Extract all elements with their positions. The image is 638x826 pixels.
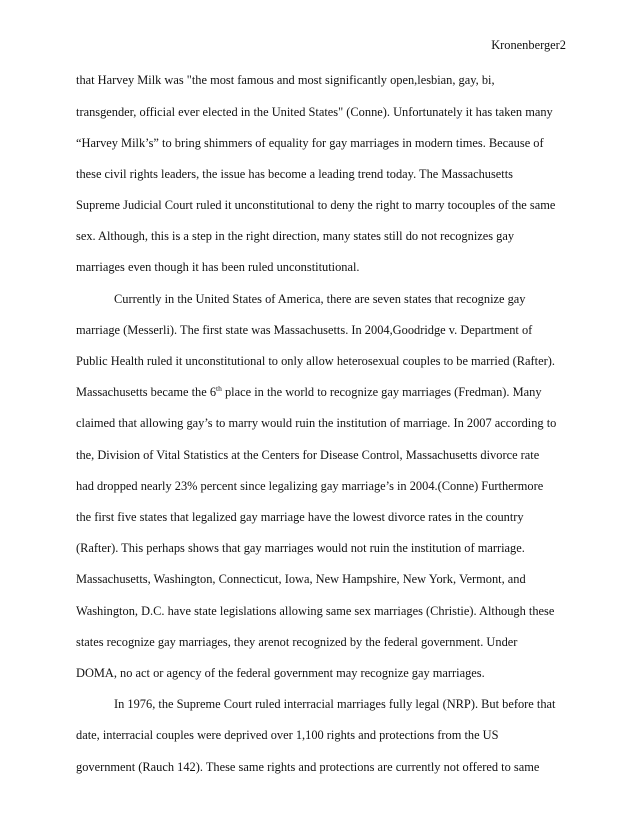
running-head: Kronenberger2 [491,38,566,52]
body-text-fragment: place in the world to recognize gay marriages (Fredman). Many [221,385,542,399]
body-line: DOMA, no act or agency of the federal government may recognize gay marriages. [76,666,485,680]
body-line: the first five states that legalized gay marriage have the lowest divorce rates in the country [76,510,524,524]
body-line: Massachusetts, Washington, Connecticut, Iowa, New Hampshire, New York, Vermont, and [76,572,526,586]
body-line: Public Health ruled it unconstitutional to only allow heterosexual couples to be married (Rafter). [76,354,555,368]
body-line: government (Rauch 142). These same rights and protections are currently not offered to same [76,760,540,774]
body-line-with-superscript [76,385,542,400]
body-line: sex. Although, this is a step in the right direction, many states still do not recognizes gay [76,229,515,243]
body-line: marriages even though it has been ruled unconstitutional. [76,260,360,274]
body-line: marriage (Messerli). The first state was Massachusetts. In 2004,Goodridge v. Department of [76,323,533,337]
body-line: Supreme Judicial Court ruled it unconstitutional to deny the right to marry tocouples of the same [76,198,556,212]
body-line: Washington, D.C. have state legislations allowing same sex marriages (Christie). Although these [76,604,555,618]
body-line: (Rafter). This perhaps shows that gay marriages would not ruin the institution of marriage. [76,541,525,555]
body-line: “Harvey Milk’s” to bring shimmers of equality for gay marriages in modern times. Because of [76,136,544,150]
body-line: states recognize gay marriages, they arenot recognized by the federal government. Under [76,635,518,649]
paragraph-start-line: In 1976, the Supreme Court ruled interracial marriages fully legal (NRP). But before that [114,697,556,711]
body-text-fragment: Massachusetts became the 6 [76,385,217,399]
paragraph-start-line: Currently in the United States of America, there are seven states that recognize gay [114,292,526,306]
ordinal-superscript: th [216,384,222,393]
body-line: these civil rights leaders, the issue has become a leading trend today. The Massachusetts [76,167,513,181]
body-line: transgender, official ever elected in the United States" (Conne). Unfortunately it has taken many [76,105,553,119]
body-line: claimed that allowing gay’s to marry would ruin the institution of marriage. In 2007 according to [76,416,557,430]
body-line: date, interracial couples were deprived over 1,100 rights and protections from the US [76,728,499,742]
body-line: that Harvey Milk was "the most famous and most significantly open,lesbian, gay, bi, [76,73,495,87]
body-line: had dropped nearly 23% percent since legalizing gay marriage’s in 2004.(Conne) Furthermore [76,479,544,493]
body-line: the, Division of Vital Statistics at the Centers for Disease Control, Massachusetts divorce rate [76,448,540,462]
